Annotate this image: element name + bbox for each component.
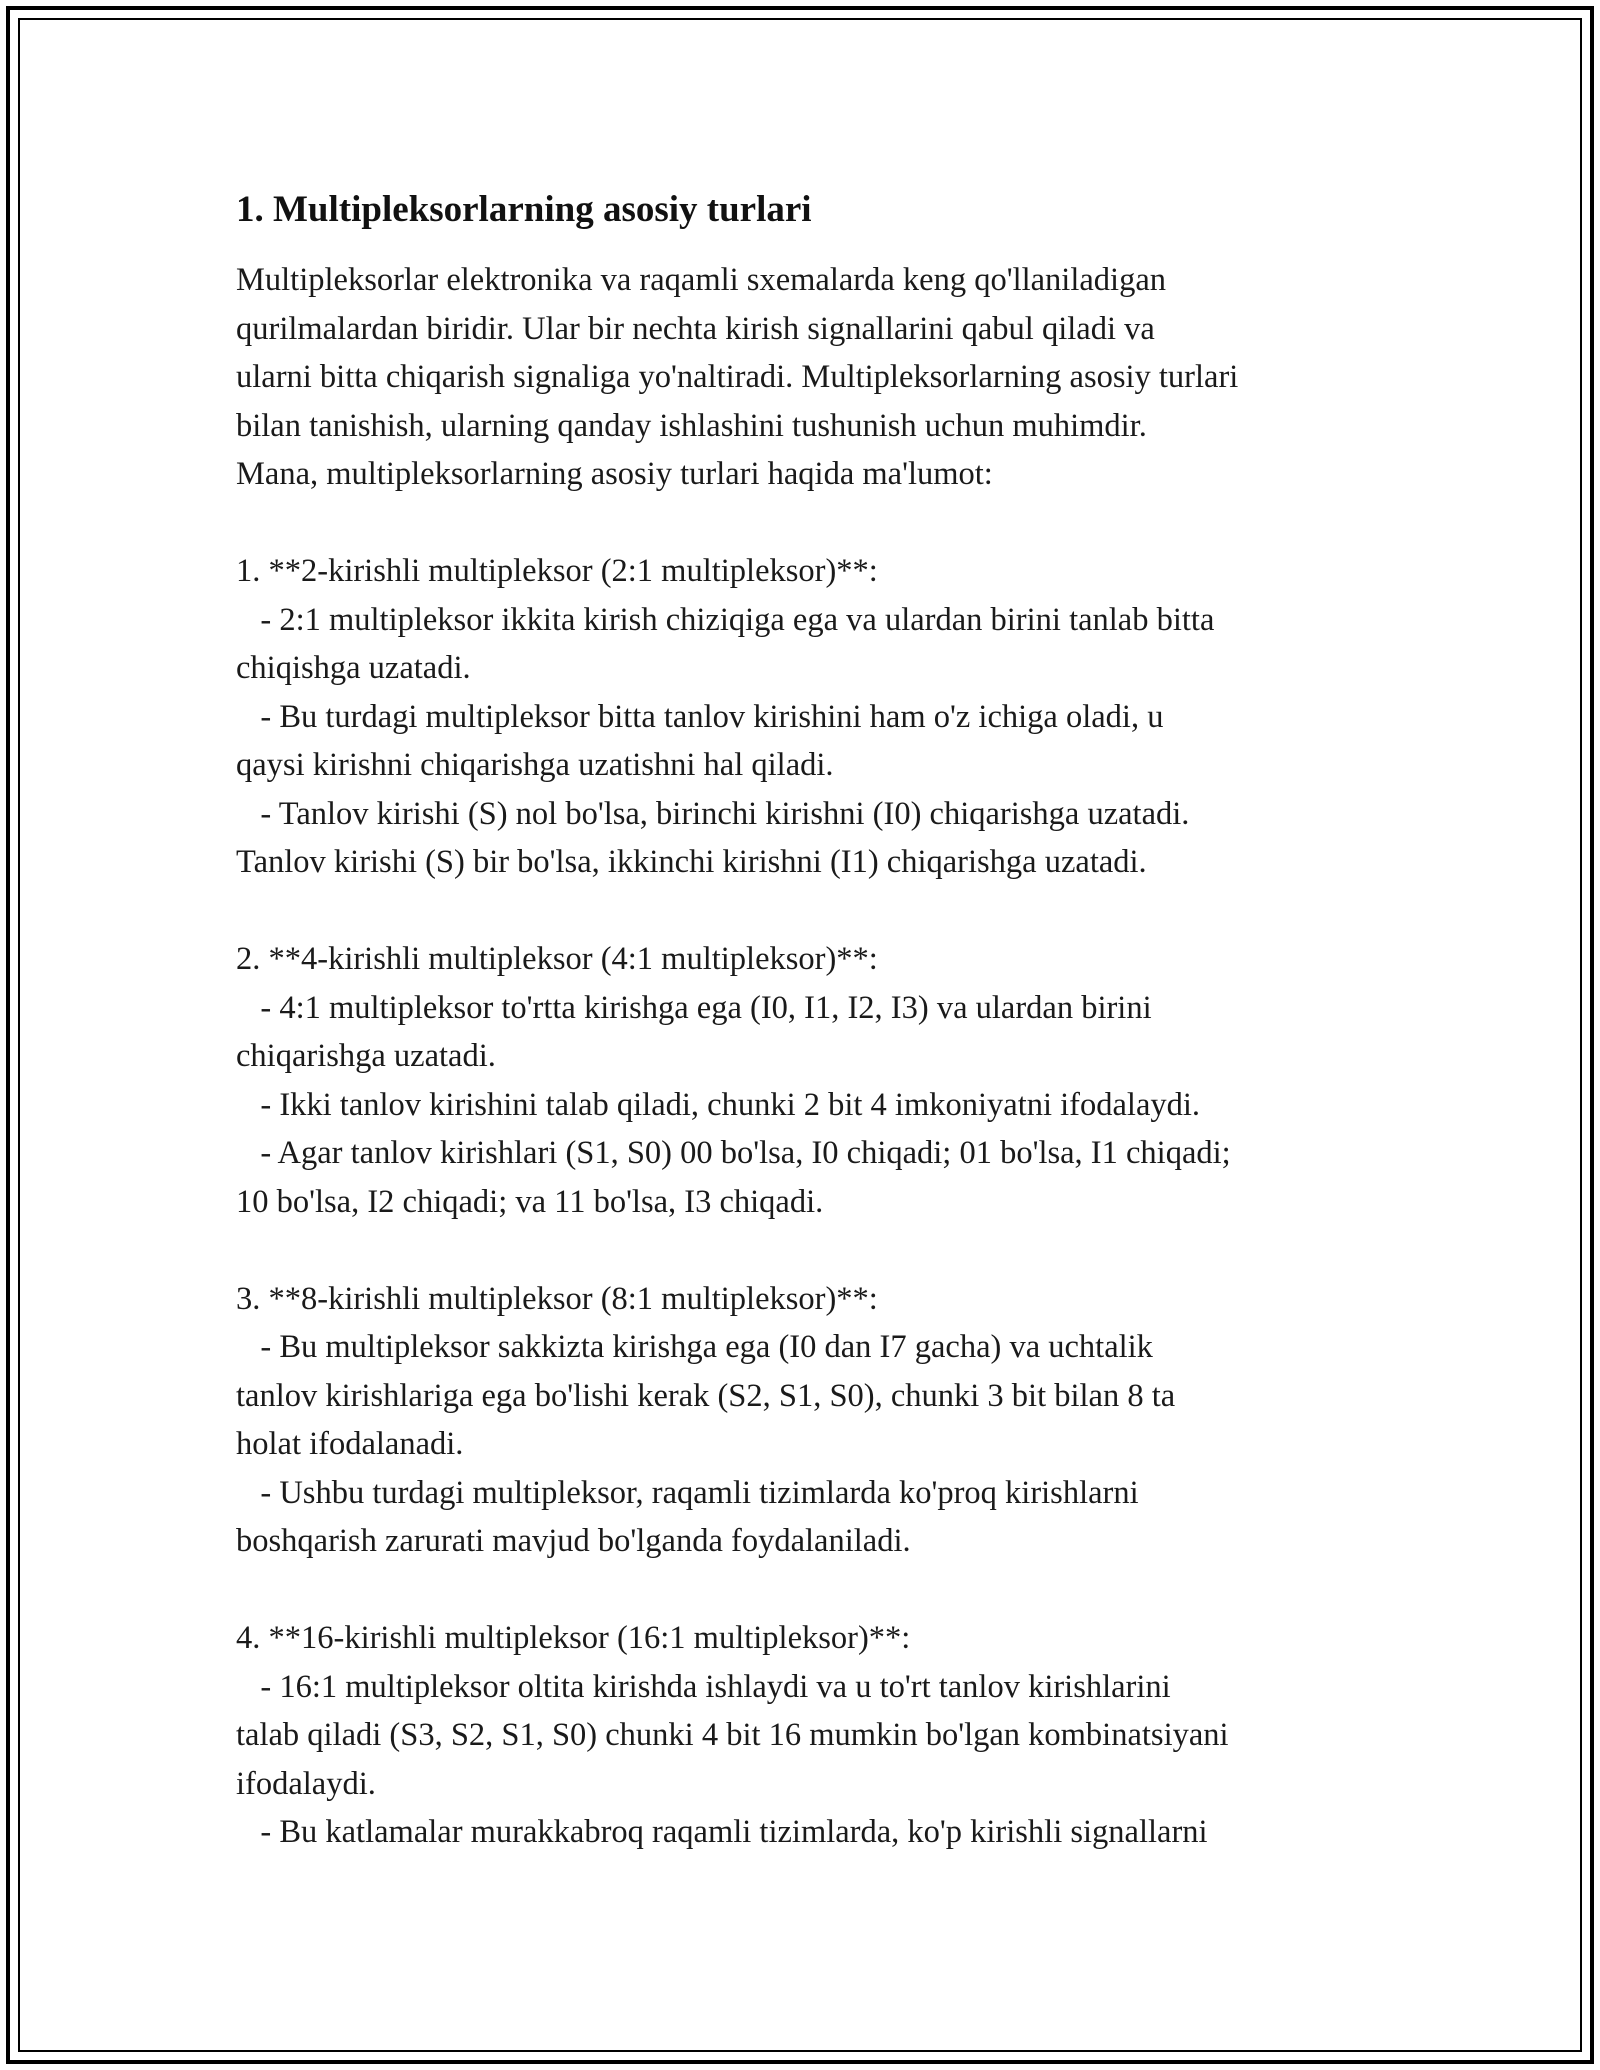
section-body-text: Multipleksorlar elektronika va raqamli sxemalarda keng qo'llaniladigan qurilmalardan biridir. Ular bir nechta kirish signallarini qabul qiladi va ularni bitta chiqarish signaliga yo'naltiradi. Multipleksorlarning asosiy turlari bilan tanishish, ularning qanday ishlashini tushunish uchun muhimdir. Mana, multipleksorlarning asosiy turlari haqida ma'lumot: 1. **2-kirishli multipleksor (2:1 multipleksor)**: - 2:1 multipleksor ikkita kirish chiziqiga ega va ulardan birini tanlab bitta chiqishga uzatadi. - Bu turdagi multipleksor bitta tanlov kirishini ham o'z ichiga oladi, u qaysi kirishni chiqarishga uzatishni hal qiladi. - Tanlov kirishi (S) nol bo'lsa, birinchi kirishni (I0) chiqarishga uzatadi. Tanlov kirishi (S) bir bo'lsa, ikkinchi kirishni (I1) chiqarishga uzatadi. 2. **4-kirishli multipleksor (4:1 multipleksor)**: - 4:1 multipleksor to'rtta kirishga ega (I0, I1, I2, I3) va ulardan birini chiqarishga uzatadi. - Ikki tanlov kirishini talab qiladi, chunki 2 bit 4 imkoniyatni ifodalaydi. - Agar tanlov kirishlari (S1, S0) 00 bo'lsa, I0 chiqadi; 01 bo'lsa, I1 chiqadi; 10 bo'lsa, I2 chiqadi; va 11 bo'lsa, I3 chiqadi. 3. **8-kirishli multipleksor (8:1 multipleksor)**: - Bu multipleksor sakkizta kirishga ega (I0 dan I7 gacha) va uchtalik tanlov kirishlariga ega bo'lishi kerak (S2, S1, S0), chunki 3 bit bilan 8 ta holat ifodalanadi. - Ushbu turdagi multipleksor, raqamli tizimlarda ko'proq kirishlarni boshqarish zarurati mavjud bo'lganda foydalaniladi. 4. **16-kirishli multipleksor (16:1 multipleksor)**: - 16:1 multipleksor oltita kirishda ishlaydi va u to'rt tanlov kirishlarini talab qiladi (S3, S2, S1, S0) chunki 4 bit 16 mumkin bo'lgan kombinatsiyani ifodalaydi. - Bu katlamalar murakkabroq raqamli tizimlarda, ko'p kirishli signallarni <box>236 262 1239 1850</box>
section-heading: 1. Multipleksorlarning asosiy turlari <box>236 189 812 230</box>
document-content <box>236 186 1386 1857</box>
